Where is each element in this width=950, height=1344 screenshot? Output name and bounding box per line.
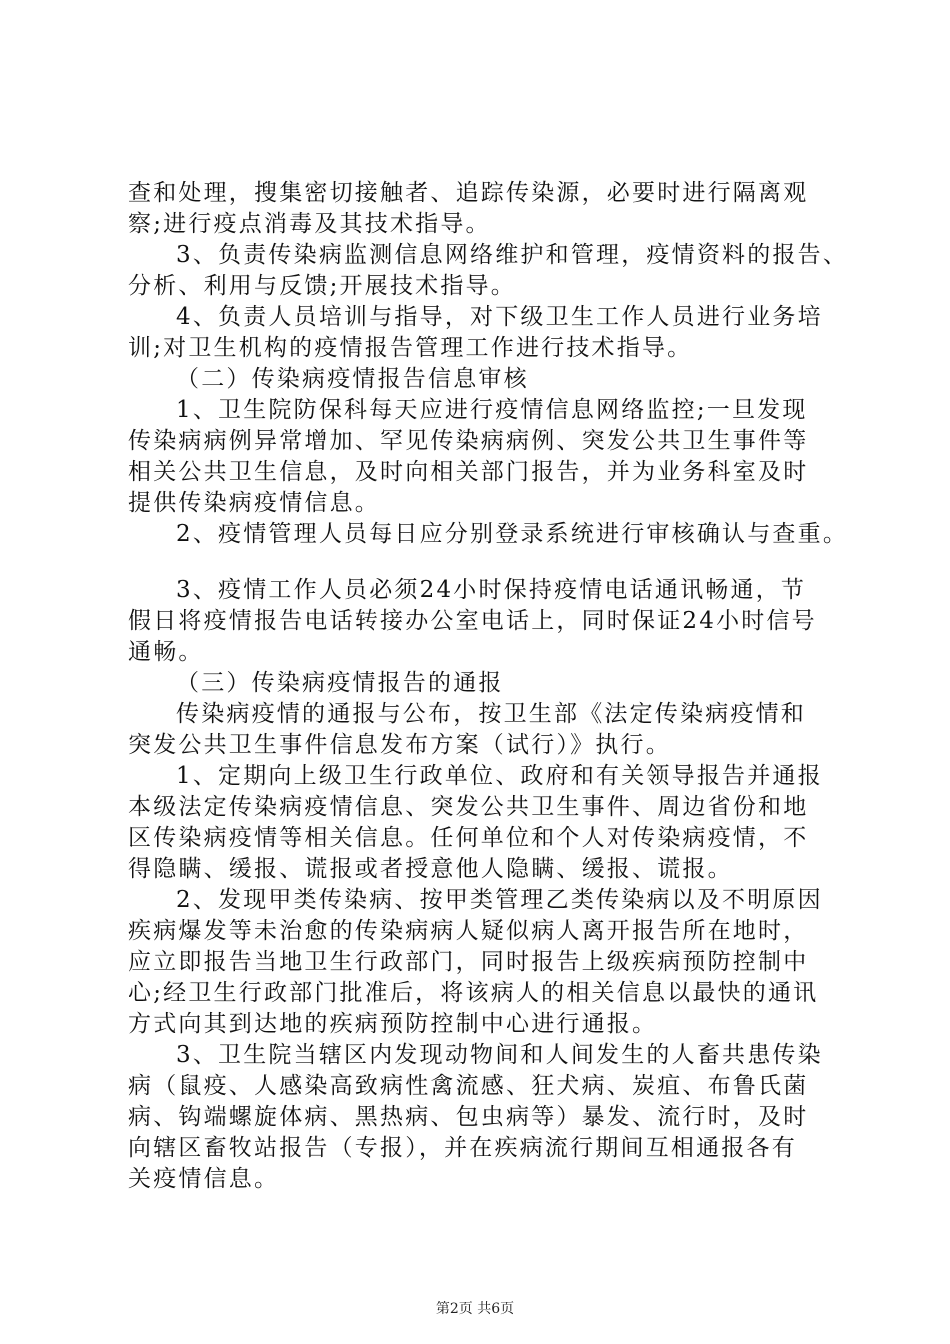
- text-line: 病、钩端螺旋体病、黑热病、包虫病等）暴发、流行时，及时: [128, 1104, 809, 1130]
- text-line: 突发公共卫生事件信息发布方案（试行）》执行。: [128, 732, 671, 758]
- text-line: 2、疫情管理人员每日应分别登录系统进行审核确认与查重。: [176, 521, 849, 547]
- text-line: 心;经卫生行政部门批准后，将该病人的相关信息以最快的通讯: [128, 980, 819, 1006]
- text-line: 3、疫情工作人员必须24小时保持疫情电话通讯畅通，节: [176, 577, 807, 603]
- text-line: 训;对卫生机构的疫情报告管理工作进行技术指导。: [128, 335, 693, 361]
- page-number: 第2页 共6页: [435, 1301, 515, 1317]
- text-line: 察;进行疫点消毒及其技术指导。: [128, 211, 491, 237]
- text-line: 得隐瞒、缓报、谎报或者授意他人隐瞒、缓报、谎报。: [128, 856, 733, 882]
- text-line: 4、负责人员培训与指导，对下级卫生工作人员进行业务培: [176, 304, 823, 330]
- section-heading: （三）传染病疫情报告的通报: [176, 670, 504, 696]
- text-line: 相关公共卫生信息，及时向相关部门报告，并为业务科室及时: [128, 459, 809, 485]
- text-line: 关疫情信息。: [128, 1166, 280, 1192]
- text-line: 病（鼠疫、人感染高致病性禽流感、狂犬病、炭疽、布鲁氏菌: [128, 1073, 809, 1099]
- text-line: 通畅。: [128, 639, 204, 665]
- text-line: 疾病爆发等未治愈的传染病病人疑似病人离开报告所在地时，: [128, 918, 809, 944]
- text-line: 3、负责传染病监测信息网络维护和管理，疫情资料的报告、: [176, 242, 849, 268]
- text-line: 本级法定传染病疫情信息、突发公共卫生事件、周边省份和地: [128, 794, 809, 820]
- text-line: 假日将疫情报告电话转接办公室电话上，同时保证24小时信号: [128, 608, 817, 634]
- text-line: 查和处理，搜集密切接触者、追踪传染源，必要时进行隔离观: [128, 180, 809, 206]
- text-line: 2、发现甲类传染病、按甲类管理乙类传染病以及不明原因: [176, 887, 823, 913]
- text-line: 传染病病例异常增加、罕见传染病病例、突发公共卫生事件等: [128, 428, 809, 454]
- text-line: 传染病疫情的通报与公布，按卫生部《法定传染病疫情和: [176, 701, 806, 727]
- text-line: 分析、利用与反馈;开展技术指导。: [128, 273, 516, 299]
- section-heading: （二）传染病疫情报告信息审核: [176, 366, 529, 392]
- text-line: 向辖区畜牧站报告（专报），并在疾病流行期间互相通报各有: [128, 1135, 797, 1161]
- text-line: 区传染病疫情等相关信息。任何单位和个人对传染病疫情，不: [128, 825, 809, 851]
- text-line: 1、定期向上级卫生行政单位、政府和有关领导报告并通报: [176, 763, 823, 789]
- text-line: 提供传染病疫情信息。: [128, 490, 380, 516]
- text-line: 应立即报告当地卫生行政部门，同时报告上级疾病预防控制中: [128, 949, 809, 975]
- text-line: 3、卫生院当辖区内发现动物间和人间发生的人畜共患传染: [176, 1042, 823, 1068]
- text-line: 1、卫生院防保科每天应进行疫情信息网络监控;一旦发现: [176, 397, 808, 423]
- text-line: 方式向其到达地的疾病预防控制中心进行通报。: [128, 1011, 658, 1037]
